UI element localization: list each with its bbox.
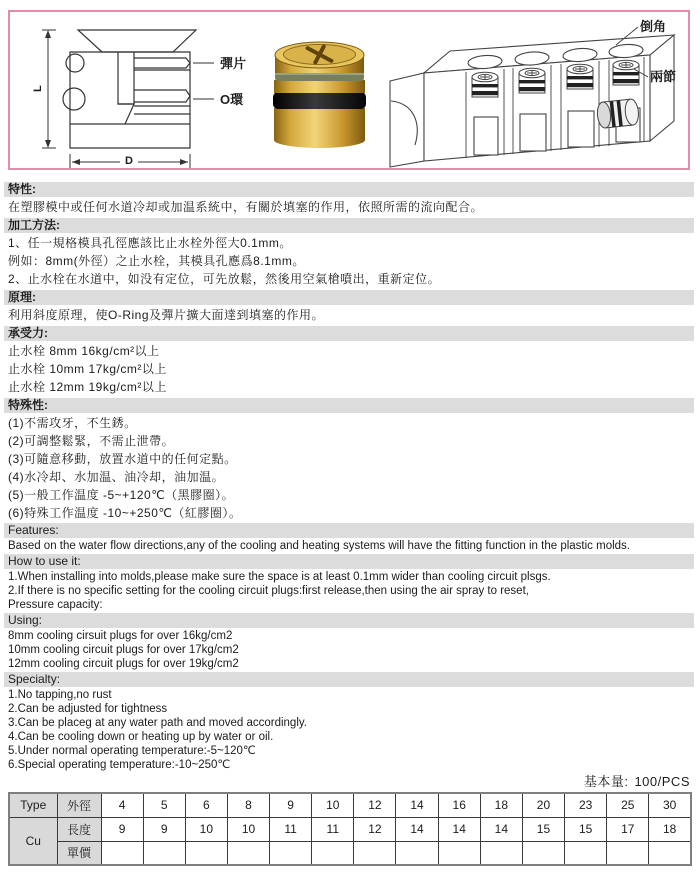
base-quantity <box>584 771 690 790</box>
spec-line: (3)可隨意移動，放置水道中的任何定點。 <box>8 452 237 466</box>
price-cell <box>438 841 480 865</box>
length-cell: 15 <box>522 817 564 841</box>
chamfer-label: 倒角 <box>640 19 667 34</box>
price-cell <box>396 841 438 865</box>
section-header-specialty-cn: 特殊性: <box>4 398 694 413</box>
spec-line: 例如：8mm(外徑）之止水栓，其模具孔應爲8.1mm。 <box>8 254 305 268</box>
price-cell <box>480 841 522 865</box>
price-cell <box>522 841 564 865</box>
spec-line: 止水栓 10mm 17kg/cm²以上 <box>8 362 167 376</box>
base-quantity-label: 基本量: <box>583 774 629 789</box>
spec-line: 2.If there is no specific setting for the cooling circuit plugs:first release,then using the air spray to reset, <box>8 585 529 597</box>
spec-line: 3.Can be placeg at any water path and moved accordingly. <box>8 717 307 729</box>
length-header-cell: 長度 <box>57 817 101 841</box>
od-cell: 16 <box>438 793 480 817</box>
length-cell: 14 <box>396 817 438 841</box>
od-cell: 6 <box>185 793 227 817</box>
section-header-features-cn: 特性: <box>4 182 694 197</box>
dimension-d-label: D <box>125 155 133 167</box>
spec-line: 6.Special operating temperature:-10~250℃ <box>8 759 231 771</box>
od-cell: 14 <box>396 793 438 817</box>
price-cell <box>270 841 312 865</box>
price-cell <box>607 841 649 865</box>
length-cell: 18 <box>649 817 691 841</box>
od-cell: 23 <box>565 793 607 817</box>
spec-line: (5)一般工作温度 -5~+120℃（黑膠圈）。 <box>8 488 235 502</box>
spec-line: Based on the water flow directions,any of the cooling and heating systems will have the fitting function in the plastic molds. <box>8 540 630 552</box>
od-cell: 25 <box>607 793 649 817</box>
spec-line: 10mm cooling circuit plugs for over 17kg/cm2 <box>8 644 239 656</box>
spec-line: 1.No tapping,no rust <box>8 689 112 701</box>
black-oring <box>273 92 366 109</box>
price-cell <box>227 841 269 865</box>
table-row-length <box>9 817 691 841</box>
section-header-howto-en: How to use it: <box>4 554 694 569</box>
spec-line: 1.When installing into molds,please make sure the space is at least 0.1mm wider than cooling circuit plsgs. <box>8 571 551 583</box>
two-sections-label: 兩節 <box>650 69 677 84</box>
od-cell: 5 <box>143 793 185 817</box>
price-cell <box>143 841 185 865</box>
loose-plug <box>596 98 639 128</box>
spec-line: 1、任一規格模具孔徑應該比止水栓外徑大0.1mm。 <box>8 236 292 250</box>
o-ring-label: O環 <box>220 92 244 107</box>
section-header-process-cn: 加工方法: <box>4 218 694 233</box>
figure-box <box>8 10 690 170</box>
table-row-od <box>9 793 691 817</box>
spec-text <box>4 180 694 772</box>
spec-line: (2)可調整鬆緊，不需止泄帶。 <box>8 434 175 448</box>
spec-line: 2、止水栓在水道中，如没有定位，可先放鬆，然後用空氣槍噴出，重新定位。 <box>8 272 441 286</box>
od-cell: 9 <box>270 793 312 817</box>
table-row-price <box>9 841 691 865</box>
length-cell: 15 <box>565 817 607 841</box>
spec-line: (4)水冷却、水加温、油冷却，油加温。 <box>8 470 225 484</box>
spec-line: (1)不需攻牙，不生銹。 <box>8 416 137 430</box>
type-header-cell: Type <box>9 793 57 817</box>
technical-drawing <box>18 18 262 168</box>
od-header-cell: 外徑 <box>57 793 101 817</box>
spec-line: 12mm cooling circuit plugs for over 19kg/cm2 <box>8 658 239 670</box>
spec-line: (6)特殊工作温度 -10~+250℃（紅膠圈）。 <box>8 506 242 520</box>
spec-line: 2.Can be adjusted for tightness <box>8 703 168 715</box>
spec-line: Pressure capacity: <box>8 599 103 611</box>
section-header-pressure-cn: 承受力: <box>4 326 694 341</box>
price-cell <box>565 841 607 865</box>
size-table-wrap <box>8 792 692 866</box>
material-header-cell: Cu <box>9 817 57 865</box>
od-cell: 20 <box>522 793 564 817</box>
length-cell: 17 <box>607 817 649 841</box>
spring-piece-label: 彈片 <box>220 56 247 71</box>
spec-line: 4.Can be cooling down or heating up by water or oil. <box>8 731 274 743</box>
base-quantity-value: 100/PCS <box>634 774 690 789</box>
length-cell: 10 <box>185 817 227 841</box>
spec-line: 止水栓 12mm 19kg/cm²以上 <box>8 380 167 394</box>
size-table <box>8 792 692 866</box>
od-cell: 10 <box>312 793 354 817</box>
length-cell: 14 <box>438 817 480 841</box>
length-cell: 11 <box>270 817 312 841</box>
price-cell <box>649 841 691 865</box>
length-cell: 14 <box>480 817 522 841</box>
price-cell <box>312 841 354 865</box>
mold-illustration <box>382 15 684 169</box>
od-cell: 18 <box>480 793 522 817</box>
length-cell: 12 <box>354 817 396 841</box>
price-cell <box>354 841 396 865</box>
od-cell: 4 <box>101 793 143 817</box>
spec-line: 5.Under normal operating temperature:-5~120℃ <box>8 745 256 757</box>
section-header-features-en: Features: <box>4 523 694 538</box>
price-header-cell: 單價 <box>57 841 101 865</box>
price-cell <box>185 841 227 865</box>
length-cell: 9 <box>143 817 185 841</box>
spec-line: 利用斜度原理，使O-Ring及彈片擴大面達到填塞的作用。 <box>8 308 325 322</box>
od-cell: 12 <box>354 793 396 817</box>
od-cell: 30 <box>649 793 691 817</box>
length-cell: 9 <box>101 817 143 841</box>
section-header-principle-cn: 原理: <box>4 290 694 305</box>
dimension-l-label: L <box>32 85 44 92</box>
price-cell <box>101 841 143 865</box>
spec-line: 止水栓 8mm 16kg/cm²以上 <box>8 344 160 358</box>
length-cell: 11 <box>312 817 354 841</box>
spec-line: 在塑膠模中或任何水道冷却或加温系統中，有關於填塞的作用，依照所需的流向配合。 <box>8 200 484 214</box>
od-cell: 8 <box>227 793 269 817</box>
section-header-specialty-en: Specialty: <box>4 672 694 687</box>
section-header-using-en: Using: <box>4 613 694 628</box>
product-photo <box>262 32 378 154</box>
length-cell: 10 <box>227 817 269 841</box>
spec-line: 8mm cooling cirsuit plugs for over 16kg/cm2 <box>8 630 233 642</box>
